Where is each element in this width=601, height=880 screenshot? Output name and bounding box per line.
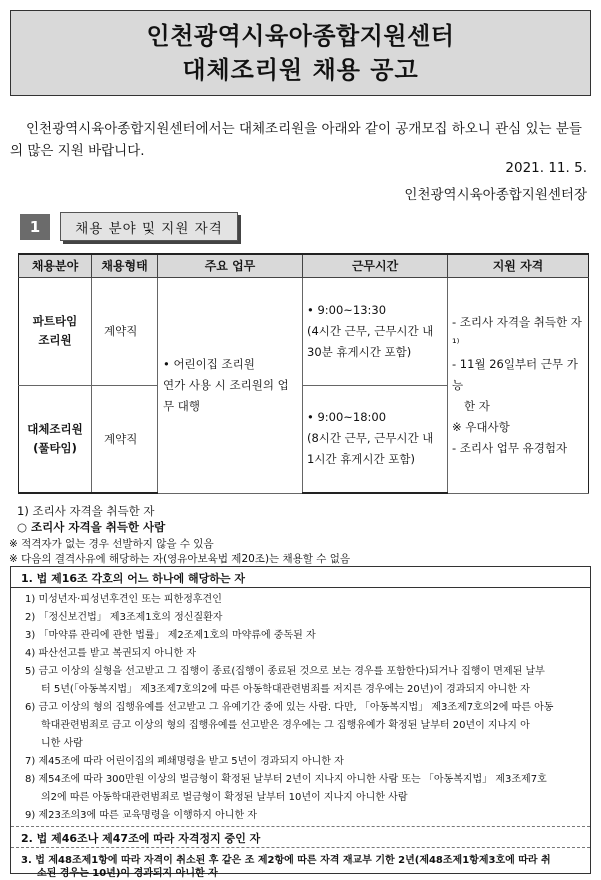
- divider: [11, 826, 590, 827]
- header-type: 채용형태: [92, 254, 158, 277]
- field-cell: 파트타임 조리원: [19, 277, 92, 385]
- section-number: 1: [20, 214, 50, 240]
- intro-paragraph: 인천광역시육아종합지원센터에서는 대체조리원을 아래와 같이 공개모집 하오니 관심 있는 분들의 많은 지원 바랍니다.: [10, 121, 582, 159]
- qualification-cell: - 조리사 자격을 취득한 자¹⁾ - 11월 26일부터 근무 가능 한 자 ※ 우대사항 - 조리사 업무 유경험자: [448, 277, 589, 493]
- divider: [11, 847, 590, 848]
- list-item: 의2에 따른 아동학대관련범죄로 벌금형이 확정된 날부터 10년이 지나지 아니한 사람: [41, 792, 408, 803]
- footnote-4: ※ 다음의 결격사유에 해당하는 자(영유아보육법 제20조)는 채용할 수 없음: [9, 553, 351, 565]
- list-item: 학대관련범죄로 금고 이상의 형의 집행유예를 선고받은 경우에는 그 집행유예가 확정된 날부터 20년이 지나지 아: [41, 720, 530, 731]
- organization-name: 인천광역시육아종합지원센터장: [404, 187, 587, 203]
- divider: [11, 587, 590, 588]
- footnote-1: 1) 조리사 자격을 취득한 자: [17, 504, 155, 518]
- footnote-3: ※ 적격자가 없는 경우 선발하지 않을 수 있음: [9, 538, 214, 550]
- section-title: 채용 분야 및 지원 자격: [60, 212, 238, 241]
- list-item: 6) 금고 이상의 형의 집행유예를 선고받고 그 유예기간 중에 있는 사람. 다만, 「아동복지법」 제3조제7호의2에 따른 아동: [25, 702, 554, 713]
- recruitment-table: [18, 253, 589, 494]
- disqualification-heading-2: 2. 법 제46조나 제47조에 따라 자격정지 중인 자: [21, 832, 261, 845]
- type-cell: 계약직: [92, 385, 158, 493]
- disqualification-heading-1: 1. 법 제16조 각호의 어느 하나에 해당하는 자: [21, 572, 245, 585]
- list-item: 7) 제45조에 따라 어린이집의 폐쇄명령을 받고 5년이 경과되지 아니한 자: [25, 756, 344, 767]
- title-box: [10, 10, 591, 96]
- list-item: 터 5년(「아동복지법」 제3조제7호의2에 따른 아동학대관련범죄를 저지른 경우에는 20년)이 경과되지 아니한 자: [41, 684, 530, 695]
- table-header-row: [19, 254, 589, 277]
- disqualification-box: [10, 566, 591, 879]
- hours-cell: • 9:00~18:00 (8시간 근무, 근무시간 내 1시간 휴게시간 포함): [303, 385, 448, 493]
- notice-date: 2021. 11. 5.: [505, 160, 587, 176]
- disqualification-heading-3-cont: 소된 경우는 10년)이 경과되지 아니한 자: [37, 868, 218, 879]
- list-item: 3) 「마약류 관리에 관한 법률」 제2조제1호의 마약류에 중독된 자: [25, 630, 316, 641]
- footnote-2: ○ 조리사 자격을 취득한 사람: [17, 520, 166, 534]
- header-duty: 주요 업무: [158, 254, 303, 277]
- type-cell: 계약직: [92, 277, 158, 385]
- title-line-2: 대체조리원 채용 공고: [182, 56, 419, 84]
- header-hours: 근무시간: [303, 254, 448, 277]
- hours-cell: • 9:00~13:30 (4시간 근무, 근무시간 내 30분 휴게시간 포함): [303, 277, 448, 385]
- duty-cell: • 어린이집 조리원 연가 사용 시 조리원의 업 무 대행: [158, 277, 303, 493]
- header-field: 채용분야: [19, 254, 92, 277]
- list-item: 1) 미성년자·피성년후견인 또는 피한정후견인: [25, 594, 222, 605]
- list-item: 8) 제54조에 따라 300만원 이상의 벌금형이 확정된 날부터 2년이 지나지 아니한 사람 또는 「아동복지법」 제3조제7호: [25, 774, 547, 785]
- title-line-1: 인천광역시육아종합지원센터: [146, 22, 455, 50]
- disqualification-heading-3: 3. 법 제48조제1항에 따라 자격이 취소된 후 같은 조 제2항에 따른 자격 재교부 기한 2년(제48조제1항제3호에 따라 취: [21, 855, 551, 866]
- list-item: 4) 파산선고를 받고 복권되지 아니한 자: [25, 648, 197, 659]
- list-item: 9) 제23조의3에 따른 교육명령을 이행하지 아니한 자: [25, 810, 257, 821]
- list-item: 5) 금고 이상의 실형을 선고받고 그 집행이 종료(집행이 종료된 것으로 보는 경우를 포함한다)되거나 집행이 면제된 날부: [25, 666, 545, 677]
- table-row: [19, 277, 589, 385]
- list-item: 2) 「정신보건법」 제3조제1호의 정신질환자: [25, 612, 223, 623]
- list-item: 니한 사람: [41, 738, 83, 749]
- header-qualification: 지원 자격: [448, 254, 589, 277]
- field-cell: 대체조리원 (풀타임): [19, 385, 92, 493]
